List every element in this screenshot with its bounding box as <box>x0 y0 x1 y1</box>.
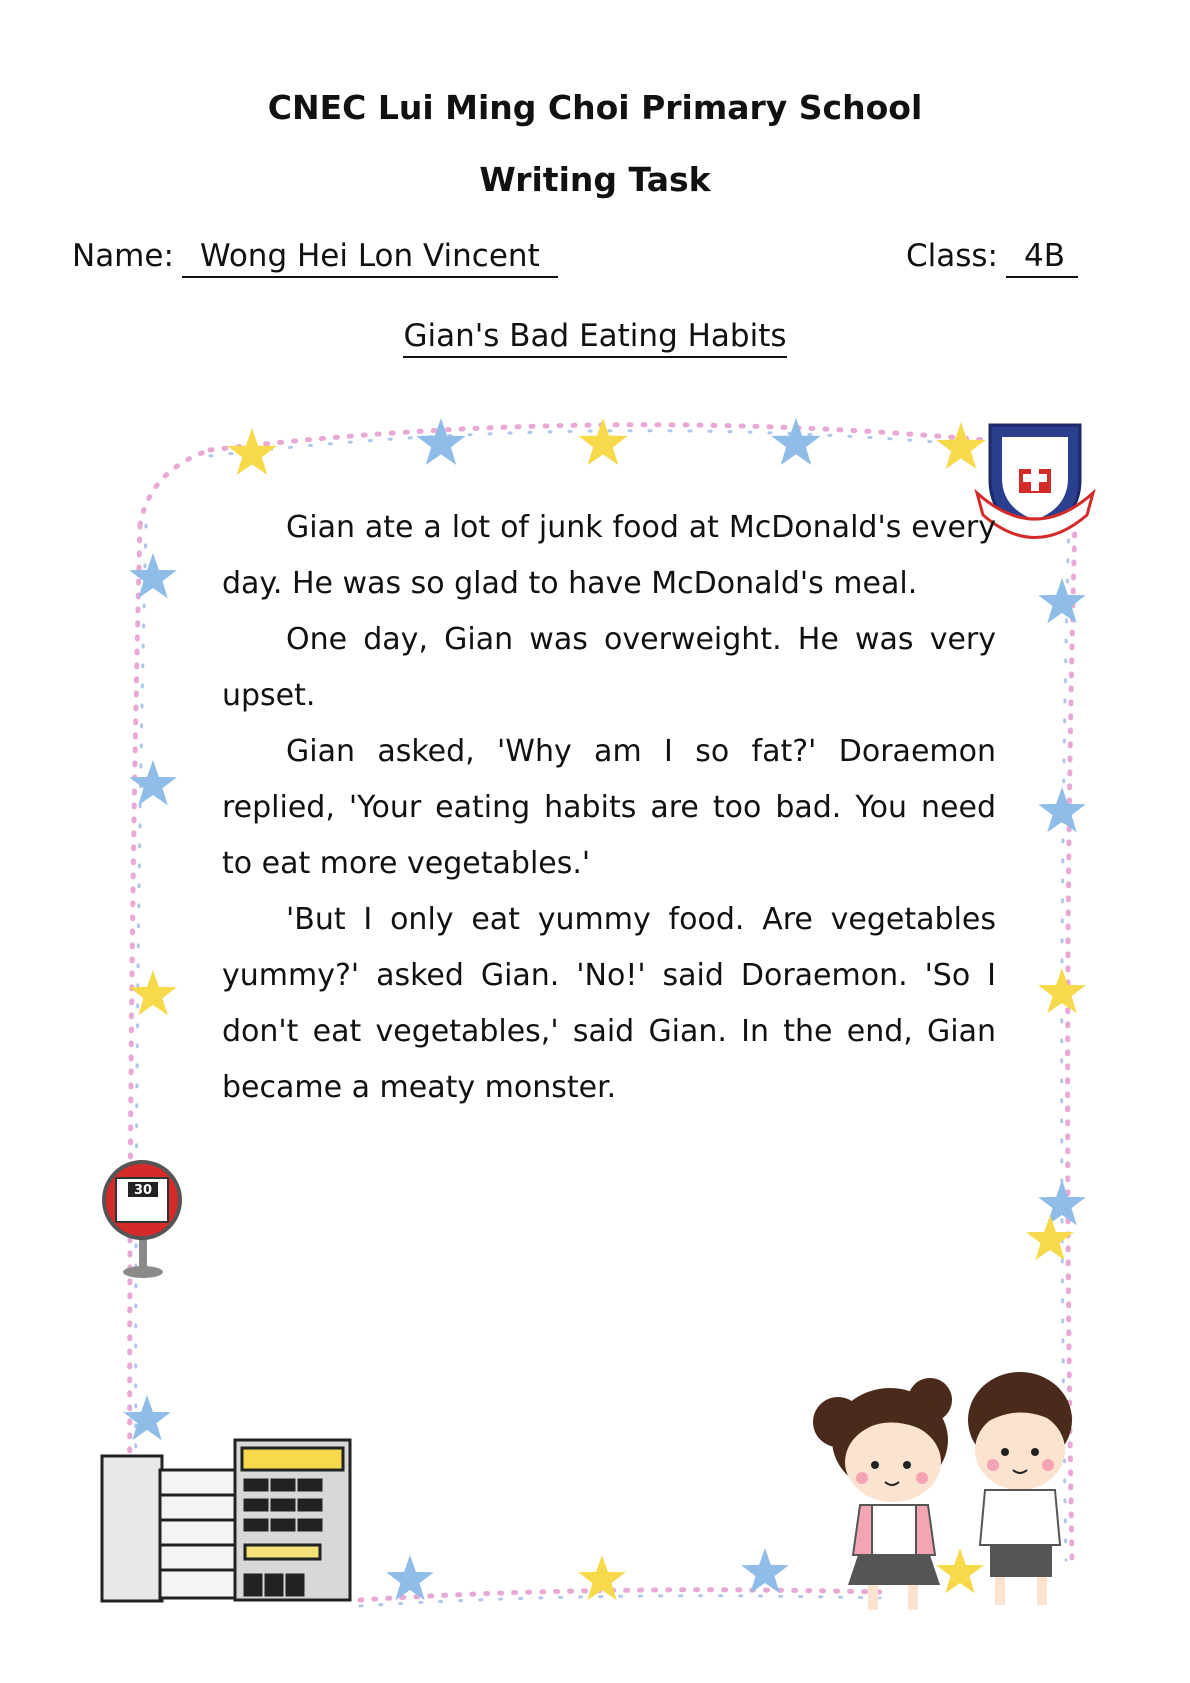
star-icon <box>416 418 465 465</box>
star-icon <box>1038 578 1086 623</box>
star-icon <box>1038 787 1086 832</box>
task-title: Writing Task <box>479 160 711 199</box>
school-name: CNEC Lui Ming Choi Primary School <box>267 88 923 127</box>
name-label: Name: <box>72 238 174 274</box>
bus-stop-sign-icon <box>104 1162 180 1278</box>
essay-body <box>222 500 996 1116</box>
essay-title-text: Gian's Bad Eating Habits <box>403 318 786 358</box>
star-icon <box>936 422 985 469</box>
essay-title <box>0 318 1190 354</box>
essay-paragraph: 'But I only eat yummy food. Are vegetables yummy?' asked Gian. 'No!' said Doraemon. 'So I don't eat vegetables,' said Gian. In the end, Gian became a meaty monster. <box>222 902 996 1105</box>
star-icon <box>129 970 177 1015</box>
star-icon <box>741 1548 789 1593</box>
star-icon <box>129 553 177 598</box>
school-building-icon <box>102 1440 350 1601</box>
star-icon <box>1038 968 1086 1013</box>
girl-icon <box>813 1378 952 1610</box>
essay-paragraph: One day, Gian was overweight. He was very upset. <box>222 622 996 713</box>
essay-paragraph: Gian asked, 'Why am I so fat?' Doraemon replied, 'Your eating habits are too bad. You need to eat more vegetables.' <box>222 734 996 881</box>
class-label: Class: <box>906 238 999 274</box>
star-icon <box>578 1555 626 1600</box>
girl-and-boy-icon <box>813 1372 1072 1610</box>
essay-paragraph: Gian ate a lot of junk food at McDonald's every day. He was so glad to have McDonald's meal. <box>222 510 996 601</box>
star-icon <box>386 1555 434 1600</box>
star-icon <box>936 1548 984 1593</box>
name-value: Wong Hei Lon Vincent <box>182 238 558 278</box>
class-value: 4B <box>1006 238 1078 278</box>
bus-number: 30 <box>133 1183 153 1198</box>
star-icon <box>771 418 820 465</box>
star-icon <box>227 428 276 475</box>
boy-icon <box>968 1372 1072 1605</box>
